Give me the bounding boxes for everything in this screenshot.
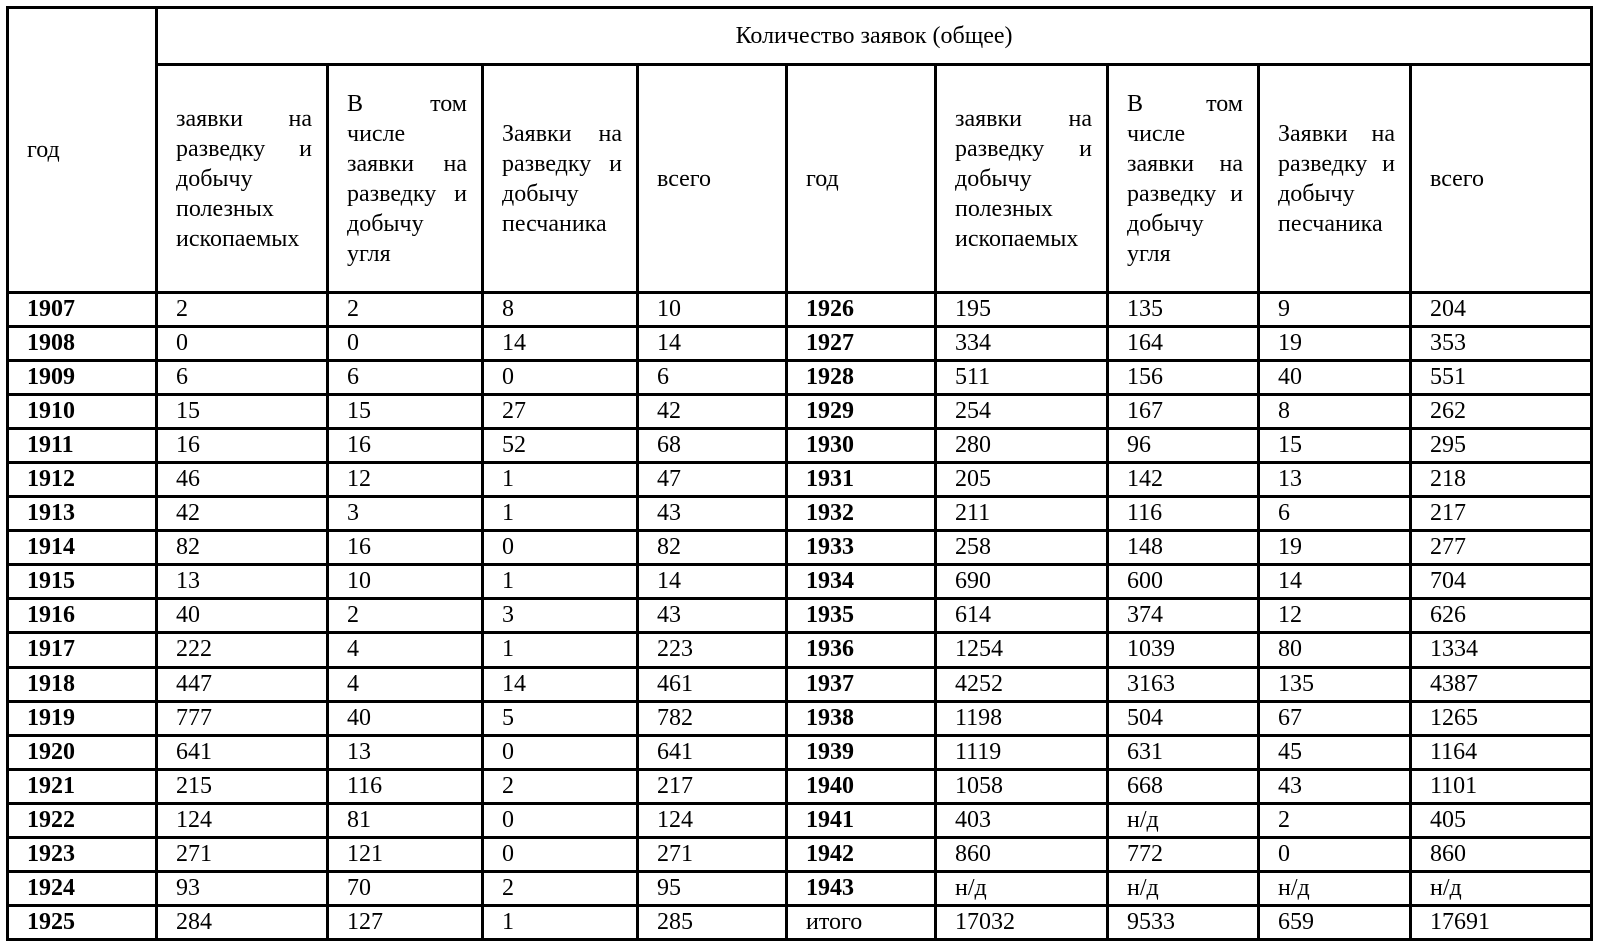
table-cell: 1933 <box>787 531 936 565</box>
table-cell: 280 <box>936 429 1108 463</box>
table-cell: 3 <box>328 497 483 531</box>
table-cell: 1925 <box>8 905 157 939</box>
table-cell: 1936 <box>787 633 936 667</box>
col-minerals-header: заявки на разведку и добычу полезных ископаемых <box>157 65 328 293</box>
table-cell: 124 <box>638 803 787 837</box>
table-cell: 285 <box>638 905 787 939</box>
table-cell: итого <box>787 905 936 939</box>
table-cell: 1334 <box>1411 633 1592 667</box>
table-row <box>8 701 1592 735</box>
table-cell: 511 <box>936 361 1108 395</box>
table-cell: 1915 <box>8 565 157 599</box>
col-total-header-2: всего <box>1411 65 1592 293</box>
table-cell: 334 <box>936 327 1108 361</box>
table-cell: 121 <box>328 837 483 871</box>
table-cell: 1039 <box>1108 633 1259 667</box>
col-coal-header-2: В том числе заявки на разведку и добычу угля <box>1108 65 1259 293</box>
table-row <box>8 837 1592 871</box>
table-cell: 1935 <box>787 599 936 633</box>
table-cell: 1921 <box>8 769 157 803</box>
table-cell: 1943 <box>787 871 936 905</box>
table-cell: 195 <box>936 293 1108 327</box>
table-cell: 8 <box>1259 395 1411 429</box>
table-cell: 1265 <box>1411 701 1592 735</box>
table-cell: 3 <box>483 599 638 633</box>
table-cell: 205 <box>936 463 1108 497</box>
table-cell: 47 <box>638 463 787 497</box>
table-cell: 551 <box>1411 361 1592 395</box>
table-cell: 1927 <box>787 327 936 361</box>
group-title: Количество заявок (общее) <box>157 8 1592 65</box>
table-cell: 1 <box>483 497 638 531</box>
table-cell: 10 <box>638 293 787 327</box>
table-cell: 704 <box>1411 565 1592 599</box>
table-cell: 659 <box>1259 905 1411 939</box>
table-cell: 1939 <box>787 735 936 769</box>
table-cell: 860 <box>936 837 1108 871</box>
table-cell: 96 <box>1108 429 1259 463</box>
table-cell: 1058 <box>936 769 1108 803</box>
table-cell: 12 <box>328 463 483 497</box>
table-cell: 0 <box>157 327 328 361</box>
table-cell: 116 <box>328 769 483 803</box>
table-cell: н/д <box>1259 871 1411 905</box>
table-cell: 67 <box>1259 701 1411 735</box>
table-row <box>8 633 1592 667</box>
table-cell: 16 <box>328 429 483 463</box>
table-cell: 127 <box>328 905 483 939</box>
table-cell: 782 <box>638 701 787 735</box>
table-cell: 19 <box>1259 327 1411 361</box>
table-cell: 1 <box>483 565 638 599</box>
table-row <box>8 361 1592 395</box>
table-row <box>8 395 1592 429</box>
table-cell: 1918 <box>8 667 157 701</box>
table-cell: 68 <box>638 429 787 463</box>
table-cell: 504 <box>1108 701 1259 735</box>
table-cell: 9533 <box>1108 905 1259 939</box>
table-cell: н/д <box>1108 871 1259 905</box>
table-cell: 374 <box>1108 599 1259 633</box>
table-cell: 16 <box>157 429 328 463</box>
table-cell: 777 <box>157 701 328 735</box>
table-cell: 1920 <box>8 735 157 769</box>
table-cell: 690 <box>936 565 1108 599</box>
table-cell: 631 <box>1108 735 1259 769</box>
table-cell: 6 <box>1259 497 1411 531</box>
year-column-header-2: год <box>787 65 936 293</box>
table-cell: 46 <box>157 463 328 497</box>
table-cell: 8 <box>483 293 638 327</box>
table-cell: 40 <box>328 701 483 735</box>
table-cell: 1909 <box>8 361 157 395</box>
table-cell: 42 <box>638 395 787 429</box>
table-cell: 353 <box>1411 327 1592 361</box>
col-total-header: всего <box>638 65 787 293</box>
table-cell: 5 <box>483 701 638 735</box>
table-cell: 1907 <box>8 293 157 327</box>
table-cell: 1916 <box>8 599 157 633</box>
table-cell: 262 <box>1411 395 1592 429</box>
col-coal-header: В том числе заявки на разведку и добычу угля <box>328 65 483 293</box>
table-cell: 27 <box>483 395 638 429</box>
table-cell: 860 <box>1411 837 1592 871</box>
table-cell: 204 <box>1411 293 1592 327</box>
table-cell: 43 <box>1259 769 1411 803</box>
table-cell: 600 <box>1108 565 1259 599</box>
table-row <box>8 293 1592 327</box>
table-cell: 0 <box>483 735 638 769</box>
table-cell: 1913 <box>8 497 157 531</box>
table-cell: 1932 <box>787 497 936 531</box>
table-cell: 43 <box>638 599 787 633</box>
table-cell: 295 <box>1411 429 1592 463</box>
table-cell: н/д <box>1108 803 1259 837</box>
table-cell: 1930 <box>787 429 936 463</box>
table-cell: 0 <box>483 803 638 837</box>
table-row <box>8 565 1592 599</box>
table-cell: 1940 <box>787 769 936 803</box>
table-cell: 405 <box>1411 803 1592 837</box>
table-cell: 82 <box>157 531 328 565</box>
table-row <box>8 599 1592 633</box>
table-cell: 218 <box>1411 463 1592 497</box>
table-cell: 211 <box>936 497 1108 531</box>
table-cell: 254 <box>936 395 1108 429</box>
table-cell: 43 <box>638 497 787 531</box>
table-cell: 42 <box>157 497 328 531</box>
table-row <box>8 905 1592 939</box>
table-cell: 1912 <box>8 463 157 497</box>
table-cell: 2 <box>1259 803 1411 837</box>
table-cell: 1938 <box>787 701 936 735</box>
table-cell: 9 <box>1259 293 1411 327</box>
table-cell: 0 <box>483 361 638 395</box>
table-cell: 116 <box>1108 497 1259 531</box>
table-cell: 14 <box>638 327 787 361</box>
table-cell: 0 <box>328 327 483 361</box>
table-cell: 222 <box>157 633 328 667</box>
table-cell: 641 <box>157 735 328 769</box>
table-cell: 1 <box>483 633 638 667</box>
table-cell: 14 <box>1259 565 1411 599</box>
table-cell: 6 <box>157 361 328 395</box>
table-cell: 258 <box>936 531 1108 565</box>
table-cell: 668 <box>1108 769 1259 803</box>
table-cell: 1922 <box>8 803 157 837</box>
col-minerals-header-2: заявки на разведку и добычу полезных ископаемых <box>936 65 1108 293</box>
table-cell: 1919 <box>8 701 157 735</box>
table-cell: 167 <box>1108 395 1259 429</box>
table-cell: 14 <box>483 667 638 701</box>
table-cell: 4387 <box>1411 667 1592 701</box>
applications-table <box>6 6 1593 941</box>
col-sandstone-header: Заявки на разведку и добычу песчаника <box>483 65 638 293</box>
table-cell: 403 <box>936 803 1108 837</box>
table-cell: 614 <box>936 599 1108 633</box>
table-row <box>8 463 1592 497</box>
table-cell: 1908 <box>8 327 157 361</box>
table-cell: н/д <box>936 871 1108 905</box>
table-cell: 277 <box>1411 531 1592 565</box>
table-cell: 40 <box>157 599 328 633</box>
table-cell: 1911 <box>8 429 157 463</box>
table-cell: 135 <box>1108 293 1259 327</box>
table-cell: 271 <box>157 837 328 871</box>
table-cell: 271 <box>638 837 787 871</box>
table-row <box>8 327 1592 361</box>
table-cell: 82 <box>638 531 787 565</box>
table-body <box>8 293 1592 940</box>
table-cell: 1928 <box>787 361 936 395</box>
table-cell: 1198 <box>936 701 1108 735</box>
table-cell: н/д <box>1411 871 1592 905</box>
table-cell: 223 <box>638 633 787 667</box>
table-cell: 626 <box>1411 599 1592 633</box>
table-cell: 2 <box>157 293 328 327</box>
table-cell: 1926 <box>787 293 936 327</box>
table-cell: 14 <box>638 565 787 599</box>
table-cell: 12 <box>1259 599 1411 633</box>
table-cell: 217 <box>1411 497 1592 531</box>
table-cell: 156 <box>1108 361 1259 395</box>
table-cell: 641 <box>638 735 787 769</box>
table-cell: 1910 <box>8 395 157 429</box>
table-cell: 81 <box>328 803 483 837</box>
table-cell: 13 <box>1259 463 1411 497</box>
table-cell: 1 <box>483 463 638 497</box>
table-cell: 1942 <box>787 837 936 871</box>
table-cell: 93 <box>157 871 328 905</box>
table-cell: 2 <box>328 293 483 327</box>
table-row <box>8 531 1592 565</box>
table-cell: 2 <box>483 769 638 803</box>
table-cell: 148 <box>1108 531 1259 565</box>
table-cell: 2 <box>328 599 483 633</box>
table-cell: 461 <box>638 667 787 701</box>
table-cell: 3163 <box>1108 667 1259 701</box>
table-cell: 4252 <box>936 667 1108 701</box>
table-cell: 2 <box>483 871 638 905</box>
table-cell: 4 <box>328 667 483 701</box>
table-cell: 1914 <box>8 531 157 565</box>
table-cell: 0 <box>1259 837 1411 871</box>
year-column-header: год <box>8 8 157 293</box>
table-cell: 15 <box>328 395 483 429</box>
table-cell: 772 <box>1108 837 1259 871</box>
table-cell: 1917 <box>8 633 157 667</box>
table-cell: 1254 <box>936 633 1108 667</box>
table-cell: 14 <box>483 327 638 361</box>
table-cell: 45 <box>1259 735 1411 769</box>
table-cell: 13 <box>157 565 328 599</box>
table-cell: 215 <box>157 769 328 803</box>
table-cell: 17032 <box>936 905 1108 939</box>
table-cell: 95 <box>638 871 787 905</box>
table-row <box>8 871 1592 905</box>
table-cell: 80 <box>1259 633 1411 667</box>
table-cell: 142 <box>1108 463 1259 497</box>
table-cell: 10 <box>328 565 483 599</box>
table-cell: 40 <box>1259 361 1411 395</box>
table-cell: 135 <box>1259 667 1411 701</box>
table-cell: 124 <box>157 803 328 837</box>
table-cell: 16 <box>328 531 483 565</box>
table-cell: 217 <box>638 769 787 803</box>
table-row <box>8 497 1592 531</box>
table-cell: 13 <box>328 735 483 769</box>
table-cell: 1937 <box>787 667 936 701</box>
table-cell: 19 <box>1259 531 1411 565</box>
table-cell: 1119 <box>936 735 1108 769</box>
table-row <box>8 429 1592 463</box>
table-cell: 6 <box>328 361 483 395</box>
table-row <box>8 769 1592 803</box>
table-cell: 15 <box>157 395 328 429</box>
col-sandstone-header-2: Заявки на разведку и добычу песчаника <box>1259 65 1411 293</box>
table-cell: 1164 <box>1411 735 1592 769</box>
table-cell: 1923 <box>8 837 157 871</box>
table-cell: 52 <box>483 429 638 463</box>
table-cell: 1924 <box>8 871 157 905</box>
table-row <box>8 735 1592 769</box>
table-cell: 1929 <box>787 395 936 429</box>
table-cell: 1934 <box>787 565 936 599</box>
table-cell: 0 <box>483 531 638 565</box>
table-cell: 284 <box>157 905 328 939</box>
table-cell: 15 <box>1259 429 1411 463</box>
table-cell: 1 <box>483 905 638 939</box>
table-cell: 17691 <box>1411 905 1592 939</box>
table-cell: 4 <box>328 633 483 667</box>
table-row <box>8 803 1592 837</box>
table-cell: 70 <box>328 871 483 905</box>
table-cell: 1101 <box>1411 769 1592 803</box>
table-cell: 6 <box>638 361 787 395</box>
table-cell: 447 <box>157 667 328 701</box>
table-row <box>8 667 1592 701</box>
table-cell: 1931 <box>787 463 936 497</box>
table-cell: 164 <box>1108 327 1259 361</box>
table-cell: 1941 <box>787 803 936 837</box>
table-cell: 0 <box>483 837 638 871</box>
